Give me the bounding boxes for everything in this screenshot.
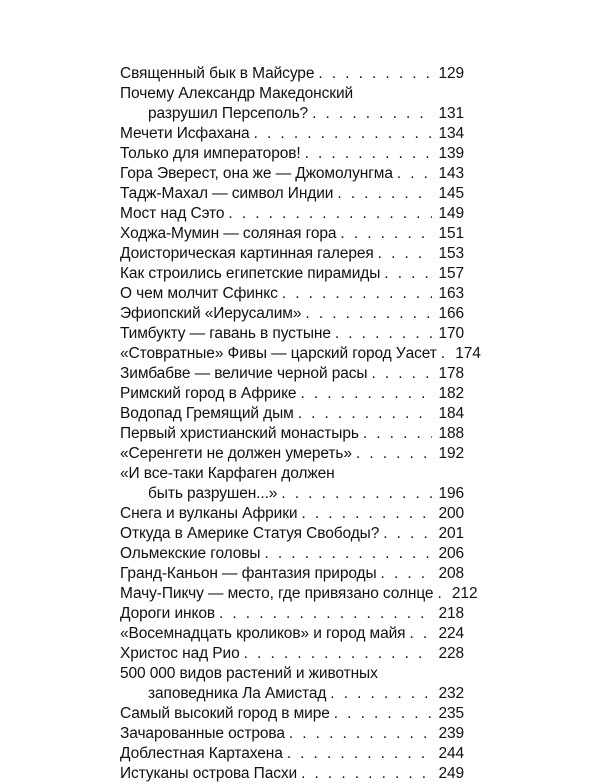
dot-leader (219, 604, 432, 624)
dot-leader (244, 644, 432, 664)
toc-entry-title: Дороги инков (120, 605, 215, 622)
dot-leader (301, 504, 432, 524)
toc-entry-title: Римский город в Африке (120, 385, 297, 402)
dot-leader (371, 364, 432, 384)
toc-entry-title: Христос над Рио (120, 645, 240, 662)
dot-leader (312, 104, 432, 124)
dot-leader (383, 524, 432, 544)
toc-entry (120, 124, 464, 144)
dot-leader (334, 704, 432, 724)
toc-entry-page-number: 151 (438, 225, 464, 242)
dot-leader (340, 224, 432, 244)
toc-entry (120, 544, 464, 564)
dot-leader (381, 564, 432, 584)
toc-entry-title: Тимбукту — гавань в пустыне (120, 325, 331, 342)
toc-entry (120, 304, 464, 324)
toc-entry-page-number: 188 (438, 425, 464, 442)
toc-entry (120, 584, 478, 604)
dot-leader (287, 744, 432, 764)
toc-entry-title: Эфиопский «Иерусалим» (120, 305, 302, 322)
toc-entry-title: Только для императоров! (120, 145, 301, 162)
toc-entry-page-number: 166 (438, 305, 464, 322)
toc-entry-title: Снега и вулканы Африки (120, 505, 298, 522)
toc-entry-title-line: 500 000 видов растений и животных (120, 665, 378, 682)
toc-entry-title: быть разрушен...» (148, 485, 278, 502)
toc-entry (120, 564, 464, 584)
dot-leader (356, 444, 432, 464)
toc-entry (120, 144, 464, 164)
toc-entry (120, 464, 464, 504)
toc-entry (120, 524, 464, 544)
dot-leader (363, 424, 432, 444)
dot-leader (305, 304, 432, 324)
toc-entry-title: Как строились египетские пирамиды (120, 265, 381, 282)
toc-entry-title: «Стовратные» Фивы — царский город Уасет (120, 345, 437, 362)
toc-entry-page-number: 235 (438, 705, 464, 722)
toc-entry-title: Водопад Гремящий дым (120, 405, 294, 422)
toc-entry (120, 764, 464, 784)
toc-entry-title: Мост над Сэто (120, 205, 225, 222)
toc-entry (120, 244, 464, 264)
toc-entry (120, 724, 464, 744)
dot-leader (335, 324, 432, 344)
toc-entry (120, 84, 464, 124)
toc-entry-page-number: 157 (438, 265, 464, 282)
toc-entry (120, 344, 481, 364)
toc-entry-title: Гранд-Каньон — фантазия природы (120, 565, 377, 582)
toc-entry (120, 404, 464, 424)
toc-entry-title: «Восемнадцать кроликов» и город майя (120, 625, 406, 642)
toc-entry-page-number: 174 (455, 345, 481, 362)
toc-entry (120, 64, 464, 84)
toc-entry-page-number: 249 (438, 765, 464, 782)
toc-entry-page-number: 145 (438, 185, 464, 202)
toc-entry-title-line: Почему Александр Македонский (120, 85, 354, 102)
dot-leader (228, 204, 432, 224)
toc-entry-page-number: 244 (438, 745, 464, 762)
toc-entry-title-line: «И все-таки Карфаген должен (120, 465, 335, 482)
toc-entry-title: Мачу-Пикчу — место, где привязано солнце (120, 585, 434, 602)
toc-entry-page-number: 129 (438, 65, 464, 82)
table-of-contents (120, 64, 481, 784)
toc-entry (120, 604, 464, 624)
toc-entry-title: Зимбабве — величие черной расы (120, 365, 368, 382)
dot-leader (441, 344, 449, 364)
toc-entry (120, 284, 464, 304)
toc-entry-page-number: 143 (438, 165, 464, 182)
toc-entry-title: О чем молчит Сфинкс (120, 285, 278, 302)
dot-leader (300, 384, 432, 404)
dot-leader (264, 544, 432, 564)
dot-leader (298, 404, 432, 424)
toc-entry-title: Зачарованные острова (120, 725, 285, 742)
dot-leader (318, 64, 432, 84)
toc-entry-title: заповедника Ла Амистад (148, 685, 327, 702)
toc-entry-page-number: 201 (438, 525, 464, 542)
toc-entry-page-number: 131 (438, 105, 464, 122)
toc-entry-page-number: 200 (438, 505, 464, 522)
dot-leader (437, 584, 445, 604)
toc-entry-title: Истуканы острова Пасхи (120, 765, 298, 782)
toc-entry-page-number: 212 (451, 585, 478, 602)
toc-entry-page-number: 139 (438, 145, 464, 162)
toc-entry (120, 664, 464, 704)
toc-entry (120, 504, 464, 524)
toc-entry-page-number: 206 (438, 545, 464, 562)
toc-entry-title: разрушил Персеполь? (148, 105, 309, 122)
dot-leader (330, 684, 432, 704)
toc-entry (120, 384, 464, 404)
toc-entry-page-number: 153 (438, 245, 464, 262)
dot-leader (378, 244, 432, 264)
toc-entry-page-number: 184 (438, 405, 464, 422)
toc-entry-page-number: 208 (438, 565, 464, 582)
toc-entry-title: Доблестная Картахена (120, 745, 283, 762)
toc-entry-page-number: 192 (438, 445, 464, 462)
toc-entry-page-number: 178 (438, 365, 464, 382)
toc-entry-title: Откуда в Америке Статуя Свободы? (120, 525, 380, 542)
toc-entry (120, 424, 464, 444)
dot-leader (282, 284, 432, 304)
dot-leader (301, 764, 432, 784)
toc-entry (120, 364, 464, 384)
toc-entry (120, 164, 464, 184)
toc-entry-title: Гора Эверест, она же — Джомолунгма (120, 165, 393, 182)
toc-entry-title: Ольмекские головы (120, 545, 261, 562)
toc-entry (120, 624, 464, 644)
toc-entry (120, 184, 464, 204)
toc-entry (120, 704, 464, 724)
toc-entry (120, 444, 464, 464)
toc-entry-title: «Серенгети не должен умереть» (120, 445, 352, 462)
dot-leader (337, 184, 432, 204)
toc-entry-page-number: 149 (438, 205, 464, 222)
dot-leader (409, 624, 432, 644)
dot-leader (397, 164, 432, 184)
dot-leader (384, 264, 432, 284)
dot-leader (254, 124, 432, 144)
toc-entry-page-number: 134 (438, 125, 464, 142)
toc-entry-page-number: 218 (438, 605, 464, 622)
dot-leader (305, 144, 432, 164)
toc-entry (120, 204, 464, 224)
toc-entry-page-number: 182 (438, 385, 464, 402)
toc-entry (120, 264, 464, 284)
dot-leader (281, 484, 432, 504)
toc-entry-title: Священный бык в Майсуре (120, 65, 315, 82)
toc-entry (120, 744, 464, 764)
toc-entry-page-number: 163 (438, 285, 464, 302)
toc-entry-page-number: 170 (438, 325, 464, 342)
dot-leader (289, 724, 432, 744)
toc-entry-title: Тадж-Махал — символ Индии (120, 185, 334, 202)
toc-entry (120, 324, 464, 344)
toc-entry (120, 644, 464, 664)
toc-entry-title: Мечети Исфахана (120, 125, 250, 142)
toc-entry-page-number: 196 (438, 485, 464, 502)
toc-entry-page-number: 228 (438, 645, 464, 662)
toc-entry (120, 224, 464, 244)
toc-entry-page-number: 224 (438, 625, 464, 642)
toc-entry-title: Самый высокий город в мире (120, 705, 330, 722)
toc-entry-title: Ходжа-Мумин — соляная гора (120, 225, 337, 242)
toc-entry-page-number: 239 (438, 725, 464, 742)
toc-entry-page-number: 232 (438, 685, 464, 702)
toc-entry-title: Доисторическая картинная галерея (120, 245, 374, 262)
toc-entry-title: Первый христианский монастырь (120, 425, 359, 442)
